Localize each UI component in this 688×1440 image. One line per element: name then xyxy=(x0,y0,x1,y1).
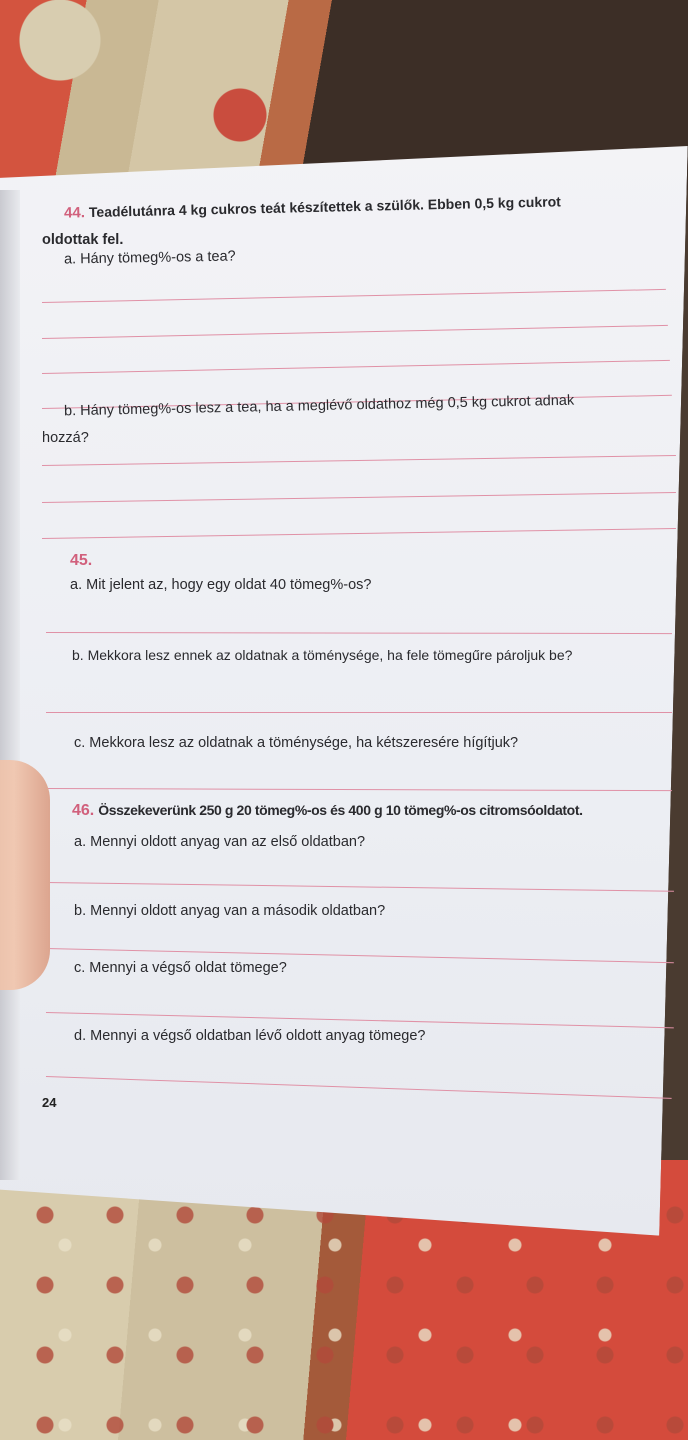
q46-intro-row xyxy=(72,802,583,820)
answer-line[interactable] xyxy=(42,325,668,340)
answer-line[interactable] xyxy=(46,712,672,713)
q45-a-text: a. Mit jelent az, hogy egy oldat 40 tömeg%-os? xyxy=(70,577,372,593)
q45-b-text: b. Mekkora lesz ennek az oldatnak a töménysége, ha fele tömegűre pároljuk be? xyxy=(72,647,573,663)
answer-line[interactable] xyxy=(42,360,670,375)
q46-number: 46. xyxy=(72,802,95,819)
answer-line[interactable] xyxy=(46,788,672,792)
answer-line[interactable] xyxy=(46,1012,674,1029)
q44-b-line1: b. Hány tömeg%-os lesz a tea, ha a meglévő oldathoz még 0,5 kg cukrot adnak xyxy=(63,392,575,420)
q46-c-text: c. Mennyi a végső oldat tömege? xyxy=(74,960,287,976)
answer-line[interactable] xyxy=(46,1076,672,1099)
q44-intro-line2: oldottak fel. xyxy=(42,232,124,248)
answer-line[interactable] xyxy=(42,455,676,466)
answer-line[interactable] xyxy=(46,632,672,634)
q44-b-line2: hozzá? xyxy=(42,430,89,446)
q45-c-text: c. Mekkora lesz az oldatnak a töménysége, ha kétszeresére hígítjuk? xyxy=(74,735,519,751)
q45-number-row xyxy=(70,552,96,570)
q46-a-text: a. Mennyi oldott anyag van az első oldatban? xyxy=(74,834,366,850)
thumb xyxy=(0,760,50,990)
answer-line[interactable] xyxy=(42,289,666,303)
q45-number: 45. xyxy=(70,552,93,569)
q46-b-text: b. Mennyi oldott anyag van a második oldatban? xyxy=(74,903,386,919)
page-number: 24 xyxy=(42,1095,57,1110)
q46-d-text: d. Mennyi a végső oldatban lévő oldott anyag tömege? xyxy=(74,1028,426,1044)
q46-intro-text: Összekeverünk 250 g 20 tömeg%-os és 400 g 10 tömeg%-os citromsóoldatot. xyxy=(98,802,583,818)
q44-intro-line1 xyxy=(64,193,561,221)
answer-line[interactable] xyxy=(42,528,676,539)
answer-line[interactable] xyxy=(46,882,674,892)
q44-a-text: a. Hány tömeg%-os a tea? xyxy=(63,248,236,268)
q44-intro-text: Teadélutánra 4 kg cukros teát készítettek a szülők. Ebben 0,5 kg cukrot xyxy=(88,193,561,221)
answer-line[interactable] xyxy=(42,492,676,503)
q44-number: 44. xyxy=(63,204,86,222)
